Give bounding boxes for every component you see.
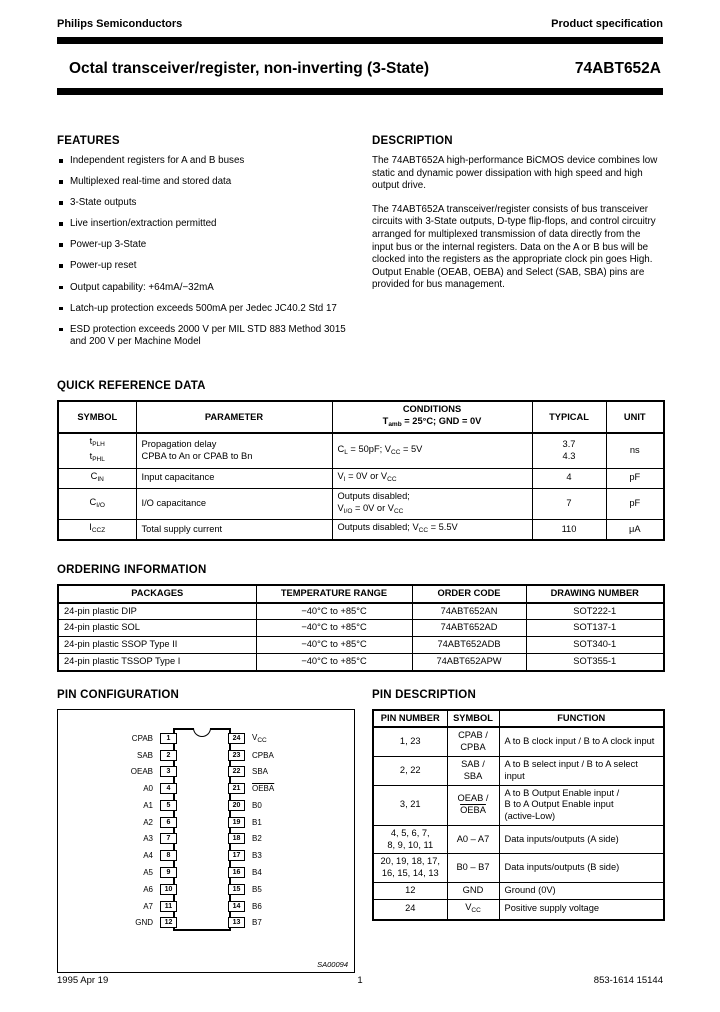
cell-order-code: 74ABT652ADB bbox=[412, 637, 526, 654]
table-row bbox=[58, 468, 664, 488]
cell-function: A to B select input / B to A select input bbox=[499, 756, 664, 785]
pin-box: 6 bbox=[160, 817, 177, 828]
table-row bbox=[58, 603, 664, 620]
quick-reference-section bbox=[57, 380, 663, 541]
feature-item: Multiplexed real-time and stored data bbox=[57, 176, 358, 189]
pin-label: B7 bbox=[252, 918, 262, 928]
cell-symbol: CPAB / CPBA bbox=[447, 727, 499, 756]
pin-description-heading: PIN DESCRIPTION bbox=[372, 688, 476, 701]
column-header: SYMBOL bbox=[447, 710, 499, 728]
pin-configuration-figure bbox=[57, 709, 355, 973]
feature-item: Live insertion/extraction permitted bbox=[57, 218, 358, 231]
cell-symbol: $t_{PLH}$ $t_{PHL}$ bbox=[58, 433, 136, 468]
pin-description-section bbox=[372, 689, 665, 973]
pin-row bbox=[58, 747, 176, 764]
chip-notch-icon bbox=[193, 728, 211, 737]
cell-drawing-number: SOT222-1 bbox=[526, 603, 664, 620]
cell-temperature-range: −40°C to +85°C bbox=[256, 603, 412, 620]
part-number: 74ABT652A bbox=[574, 60, 661, 77]
column-header: ORDER CODE bbox=[412, 585, 526, 603]
cell-symbol: $V_{CC}$ bbox=[447, 899, 499, 919]
description-heading: DESCRIPTION bbox=[372, 135, 453, 147]
cell-pin-number: 3, 21 bbox=[373, 785, 447, 825]
footer-date: 1995 Apr 19 bbox=[57, 975, 109, 986]
cell-conditions: Outputs disabled; $V_{CC} = 5.5V$ bbox=[332, 520, 532, 540]
title-bottom-rule bbox=[57, 88, 663, 95]
pin-label: B1 bbox=[252, 817, 262, 827]
pin-box: 12 bbox=[160, 917, 177, 928]
cell-drawing-number: SOT355-1 bbox=[526, 654, 664, 671]
table-row bbox=[373, 756, 664, 785]
pin-configuration-section bbox=[57, 689, 372, 973]
cell-pin-number: 4, 5, 6, 7, 8, 9, 10, 11 bbox=[373, 825, 447, 854]
footer-document-code: 853-1614 15144 bbox=[593, 975, 663, 986]
pin-box: 19 bbox=[228, 817, 245, 828]
left-pin-column bbox=[58, 730, 176, 932]
pin-row bbox=[229, 797, 274, 814]
quick-reference-table bbox=[57, 400, 665, 541]
pin-label: A0 bbox=[143, 784, 153, 794]
cell-unit: μA bbox=[606, 520, 664, 540]
pin-row bbox=[229, 847, 274, 864]
pin-box: 16 bbox=[228, 867, 245, 878]
cell-temperature-range: −40°C to +85°C bbox=[256, 620, 412, 637]
table-row bbox=[58, 520, 664, 540]
feature-item: Power-up reset bbox=[57, 260, 358, 273]
cell-function: Data inputs/outputs (A side) bbox=[499, 825, 664, 854]
description-paragraphs bbox=[372, 155, 663, 292]
pin-label: A7 bbox=[143, 901, 153, 911]
column-header: PACKAGES bbox=[58, 585, 256, 603]
pin-box: 15 bbox=[228, 884, 245, 895]
features-description-columns bbox=[57, 135, 663, 357]
cell-typical: 7 bbox=[532, 488, 606, 520]
pin-row bbox=[229, 864, 274, 881]
pin-label: A3 bbox=[143, 834, 153, 844]
pin-row bbox=[229, 780, 274, 797]
pin-row bbox=[58, 814, 176, 831]
pin-box: 14 bbox=[228, 901, 245, 912]
pin-label: GND bbox=[135, 918, 153, 928]
cell-order-code: 74ABT652AN bbox=[412, 603, 526, 620]
pin-label: B0 bbox=[252, 800, 262, 810]
table-row bbox=[373, 883, 664, 900]
pin-label: $V_{CC}$ bbox=[252, 732, 267, 744]
pin-description-header-row bbox=[373, 710, 664, 728]
ordering-table bbox=[57, 584, 665, 672]
pin-row bbox=[58, 847, 176, 864]
cell-function: Ground (0V) bbox=[499, 883, 664, 900]
feature-item: Output capability: +64mA/−32mA bbox=[57, 282, 358, 295]
column-header: PARAMETER bbox=[136, 401, 332, 433]
title-block bbox=[57, 44, 663, 88]
pin-row bbox=[229, 898, 274, 915]
pin-box: 20 bbox=[228, 800, 245, 811]
pin-box: 21 bbox=[228, 783, 245, 794]
pin-row bbox=[58, 915, 176, 932]
pin-label: A5 bbox=[143, 868, 153, 878]
column-header: CONDITIONS $T_{amb} = 25^\circ C$; GND = 0V bbox=[332, 401, 532, 433]
features-list bbox=[57, 155, 358, 349]
ordering-header-row bbox=[58, 585, 664, 603]
pin-label: OEBA bbox=[252, 784, 275, 794]
pin-label: A6 bbox=[143, 884, 153, 894]
cell-symbol: A0 – A7 bbox=[447, 825, 499, 854]
ordering-section bbox=[57, 564, 663, 672]
pin-box: 2 bbox=[160, 750, 177, 761]
pin-box: 8 bbox=[160, 850, 177, 861]
pin-label: A1 bbox=[143, 800, 153, 810]
document-title: Octal transceiver/register, non-inverting (3-State) bbox=[69, 60, 430, 77]
table-row bbox=[373, 899, 664, 919]
cell-unit: pF bbox=[606, 488, 664, 520]
pin-row bbox=[58, 864, 176, 881]
table-row bbox=[373, 825, 664, 854]
quick-reference-heading: QUICK REFERENCE DATA bbox=[57, 380, 206, 393]
pin-row bbox=[58, 797, 176, 814]
pin-box: 7 bbox=[160, 833, 177, 844]
cell-pin-number: 24 bbox=[373, 899, 447, 919]
footer-page-number: 1 bbox=[357, 975, 363, 986]
pin-label: B2 bbox=[252, 834, 262, 844]
pin-row bbox=[58, 881, 176, 898]
pin-label: CPAB bbox=[131, 733, 153, 743]
pin-row bbox=[229, 831, 274, 848]
column-header: TEMPERATURE RANGE bbox=[256, 585, 412, 603]
cell-temperature-range: −40°C to +85°C bbox=[256, 637, 412, 654]
pin-label: SBA bbox=[252, 767, 269, 777]
pin-row bbox=[58, 831, 176, 848]
cell-pin-number: 1, 23 bbox=[373, 727, 447, 756]
pin-box: 17 bbox=[228, 850, 245, 861]
cell-symbol: SAB / SBA bbox=[447, 756, 499, 785]
column-header: DRAWING NUMBER bbox=[526, 585, 664, 603]
pin-label: B4 bbox=[252, 868, 262, 878]
cell-function: Data inputs/outputs (B side) bbox=[499, 854, 664, 883]
cell-symbol: $I_{CCZ}$ bbox=[58, 520, 136, 540]
cell-symbol: OEAB / OEBA bbox=[447, 785, 499, 825]
cell-function: A to B clock input / B to A clock input bbox=[499, 727, 664, 756]
pin-box: 4 bbox=[160, 783, 177, 794]
pin-row bbox=[58, 730, 176, 747]
cell-pin-number: 20, 19, 18, 17, 16, 15, 14, 13 bbox=[373, 854, 447, 883]
pin-box: 11 bbox=[160, 901, 177, 912]
cell-function: A to B Output Enable input / B to A Output Enable input (active-Low) bbox=[499, 785, 664, 825]
pin-label: B6 bbox=[252, 901, 262, 911]
features-section bbox=[57, 135, 372, 357]
table-row bbox=[58, 433, 664, 468]
feature-item: Power-up 3-State bbox=[57, 239, 358, 252]
pin-box: 9 bbox=[160, 867, 177, 878]
figure-reference-label: SA00094 bbox=[317, 959, 348, 969]
cell-pin-number: 12 bbox=[373, 883, 447, 900]
cell-typical: 110 bbox=[532, 520, 606, 540]
pin-box: 1 bbox=[160, 733, 177, 744]
table-row bbox=[373, 727, 664, 756]
page-header bbox=[57, 18, 663, 30]
cell-pin-number: 2, 22 bbox=[373, 756, 447, 785]
pin-box: 5 bbox=[160, 800, 177, 811]
spec-type-label: Product specification bbox=[551, 18, 663, 30]
pin-row bbox=[229, 730, 274, 747]
description-section bbox=[372, 135, 663, 357]
column-header: TYPICAL bbox=[532, 401, 606, 433]
vendor-name: Philips Semiconductors bbox=[57, 18, 183, 30]
pin-box: 22 bbox=[228, 766, 245, 777]
description-paragraph: The 74ABT652A high-performance BiCMOS device combines low static and dynamic power dissipation with high speed and high output drive. bbox=[372, 155, 658, 192]
table-row bbox=[58, 488, 664, 520]
cell-function: Positive supply voltage bbox=[499, 899, 664, 919]
cell-order-code: 74ABT652AD bbox=[412, 620, 526, 637]
chip-body bbox=[173, 728, 231, 931]
column-header: FUNCTION bbox=[499, 710, 664, 728]
cell-parameter: Propagation delay CPBA to An or CPAB to Bn bbox=[136, 433, 332, 468]
pin-label: B3 bbox=[252, 851, 262, 861]
table-row bbox=[58, 620, 664, 637]
pin-row bbox=[58, 898, 176, 915]
cell-package: 24-pin plastic DIP bbox=[58, 603, 256, 620]
pin-box: 23 bbox=[228, 750, 245, 761]
pin-box: 18 bbox=[228, 833, 245, 844]
pin-box: 13 bbox=[228, 917, 245, 928]
pin-row bbox=[229, 881, 274, 898]
column-header: PIN NUMBER bbox=[373, 710, 447, 728]
table-row bbox=[58, 637, 664, 654]
ordering-heading: ORDERING INFORMATION bbox=[57, 564, 207, 577]
pin-label: OEAB bbox=[130, 767, 153, 777]
page-footer bbox=[57, 975, 663, 986]
pin-row bbox=[229, 747, 274, 764]
pin-box: 10 bbox=[160, 884, 177, 895]
pin-description-table bbox=[372, 709, 665, 921]
bottom-columns bbox=[57, 689, 663, 973]
pin-row bbox=[58, 763, 176, 780]
cell-symbol: B0 – B7 bbox=[447, 854, 499, 883]
feature-item: Latch-up protection exceeds 500mA per Jedec JC40.2 Std 17 bbox=[57, 303, 358, 316]
table-row bbox=[58, 654, 664, 671]
cell-parameter: Input capacitance bbox=[136, 468, 332, 488]
right-pin-column bbox=[229, 730, 274, 932]
top-rule bbox=[57, 37, 663, 44]
cell-package: 24-pin plastic SSOP Type II bbox=[58, 637, 256, 654]
pin-box: 24 bbox=[228, 733, 245, 744]
feature-item: ESD protection exceeds 2000 V per MIL STD 883 Method 3015 and 200 V per Machine Model bbox=[57, 324, 358, 349]
cell-order-code: 74ABT652APW bbox=[412, 654, 526, 671]
quick-reference-header-row bbox=[58, 401, 664, 433]
pin-row bbox=[58, 780, 176, 797]
cell-unit: pF bbox=[606, 468, 664, 488]
cell-conditions: Outputs disabled; $V_{I/O} = 0V$ or $V_{CC}$ bbox=[332, 488, 532, 520]
feature-item: 3-State outputs bbox=[57, 197, 358, 210]
pin-label: B5 bbox=[252, 884, 262, 894]
pin-row bbox=[229, 915, 274, 932]
pin-row bbox=[229, 814, 274, 831]
cell-parameter: I/O capacitance bbox=[136, 488, 332, 520]
pin-label: A4 bbox=[143, 851, 153, 861]
cell-temperature-range: −40°C to +85°C bbox=[256, 654, 412, 671]
cell-package: 24-pin plastic SOL bbox=[58, 620, 256, 637]
cell-symbol: $C_{I/O}$ bbox=[58, 488, 136, 520]
pin-row bbox=[229, 763, 274, 780]
cell-conditions: $V_I = 0V$ or $V_{CC}$ bbox=[332, 468, 532, 488]
cell-unit: ns bbox=[606, 433, 664, 468]
cell-typical: 3.7 4.3 bbox=[532, 433, 606, 468]
description-paragraph: The 74ABT652A transceiver/register consists of bus transceiver circuits with 3-State outputs, D-type flip-flops, and control circuitry arranged for multiplexed transmission of data directly from the input bus or the internal registers. Data on the A or B bus will be clocked into the registers as the appropriate clock pin goes High. Output Enable (OEAB, OEBA) and Select (SAB, SBA) pins are provided for bus management. bbox=[372, 203, 656, 291]
cell-package: 24-pin plastic TSSOP Type I bbox=[58, 654, 256, 671]
cell-parameter: Total supply current bbox=[136, 520, 332, 540]
pin-label: SAB bbox=[136, 750, 153, 760]
pin-box: 3 bbox=[160, 766, 177, 777]
cell-typical: 4 bbox=[532, 468, 606, 488]
feature-item: Independent registers for A and B buses bbox=[57, 155, 358, 168]
cell-conditions: $C_L = 50pF$; $V_{CC} = 5V$ bbox=[332, 433, 532, 468]
features-heading: FEATURES bbox=[57, 135, 120, 147]
column-header: SYMBOL bbox=[58, 401, 136, 433]
cell-symbol: $C_{IN}$ bbox=[58, 468, 136, 488]
cell-symbol: GND bbox=[447, 883, 499, 900]
column-header: UNIT bbox=[606, 401, 664, 433]
table-row bbox=[373, 854, 664, 883]
pin-label: A2 bbox=[143, 817, 153, 827]
table-row bbox=[373, 785, 664, 825]
pin-label: CPBA bbox=[252, 750, 274, 760]
cell-drawing-number: SOT340-1 bbox=[526, 637, 664, 654]
cell-drawing-number: SOT137-1 bbox=[526, 620, 664, 637]
pin-configuration-heading: PIN CONFIGURATION bbox=[57, 688, 180, 701]
